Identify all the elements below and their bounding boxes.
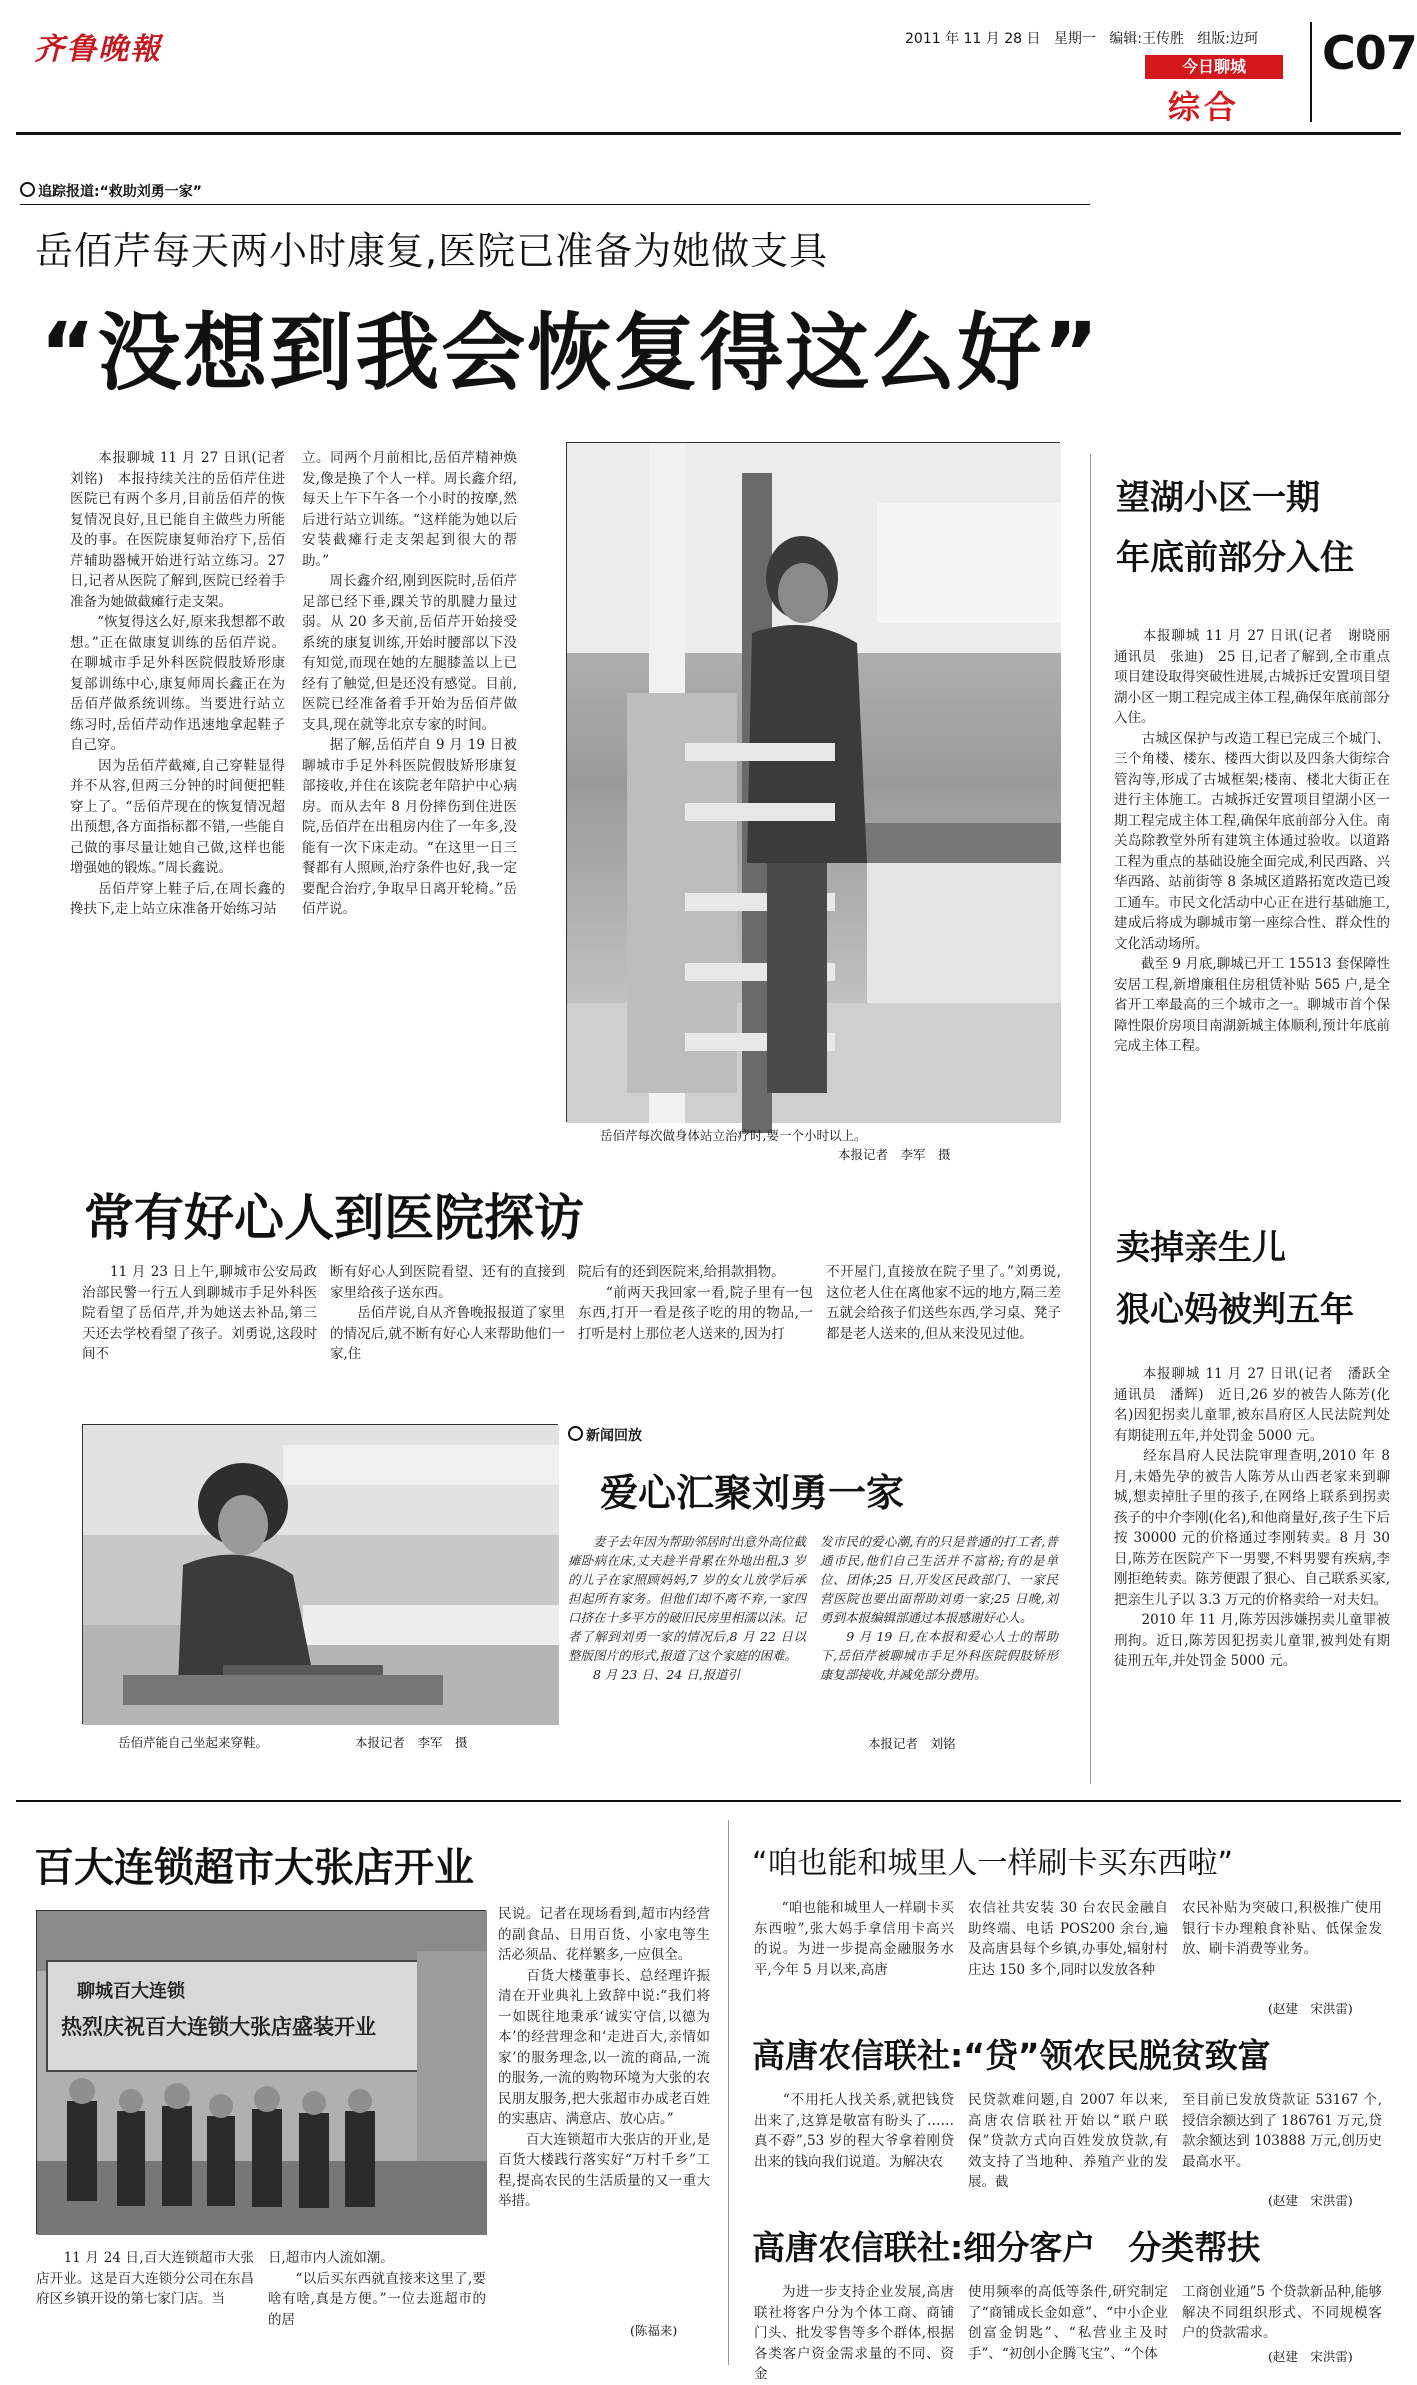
card-headline: “咱也能和城里人一样刷卡买东西啦” — [752, 1846, 1234, 1881]
segment-column-1: 为进一步支持企业发展,高唐联社将客户分为个体工商、商铺门头、批发零售等多个群体,根据各类客户资金需求量的不同、资金 — [754, 2284, 954, 2382]
lead-tag: 追踪报道:“救助刘勇一家” — [20, 182, 202, 201]
visit-photo — [82, 1424, 558, 1724]
segment-column-2: 使用频率的高低等条件,研究制定了“商铺成长金如意”、“中小企业创富金钥匙”、“私营业主及时手”、“初创小企腾飞宝”、“个体 — [968, 2284, 1168, 2362]
loan-column-2: 民贷款难问题,自 2007 年以来,高唐农信联社开始以“联户联保”贷款方式向百姓发放贷款,有效支持了当地种、养殖产业的发展。截 — [968, 2092, 1168, 2190]
visit-headline: 常有好心人到医院探访 — [84, 1189, 584, 1247]
editor-credit: 编辑:王传胜 — [1109, 31, 1184, 47]
store-banner-line1: 聊城百大连锁 — [77, 1981, 185, 2002]
masthead — [0, 0, 1417, 140]
issue-weekday: 星期一 — [1053, 31, 1096, 47]
review-column-1: 妻子去年因为帮助邻居时出意外高位截瘫卧病在床,丈夫趁半骨累在外地出租,3 岁的儿子在家照顾妈妈,7 岁的女儿放学后承担起所有家务。但他们却不离不弃,一家四口挤在十多平方的破旧民房里相濡以沫。记者了解到刘勇一家的情况后,8 月 22 日以整版图片的形式,报道了这个家庭的困难。 8 月 23 日、24 日,报道引 — [568, 1534, 806, 1682]
visit-column-1: 11 月 23 日上午,聊城市公安局政治部民警一行五人到聊城市手足外科医院看望了岳佰芹,并为她送去补品,第三天还去学校看望了孩子。刘勇说,这段时间不 — [82, 1264, 317, 1362]
design-credit: 组版:边珂 — [1197, 31, 1259, 47]
side2-headline-line2: 狠心妈被判五年 — [1116, 1290, 1354, 1330]
review-column-2: 发市民的爱心潮,有的只是普通的打工者,普通市民,他们自己生活并不富裕;有的是单位、团体;25 日,开发区民政部门、一家民营医院也要出面帮助刘勇一家;25 日晚,刘勇到本报编辑部通过本报感谢好心人。 9 月 19 日,在本报和爱心人士的帮助下,岳佰芹被聊城市手足外科医院假肢矫形康复部接收,并减免部分费用。 — [820, 1534, 1058, 1682]
category-label: 综合 — [1168, 88, 1241, 126]
side1-headline-line1: 望湖小区一期 — [1116, 478, 1320, 518]
card-column-1: “咱也能和城里人一样刷卡买东西啦”,张大妈手拿信用卡高兴的说。为进一步提高金融服务水平,今年 5 月以来,高唐 — [754, 1900, 954, 1978]
loan-headline: 高唐农信联社:“贷”领农民脱贫致富 — [752, 2036, 1271, 2075]
card-column-3: 农民补贴为突破口,积极推广使用银行卡办理粮食补贴、低保金发放、刷卡消费等业务。 — [1182, 1900, 1382, 1957]
lead-column-1: 本报聊城 11 月 27 日讯(记者 刘铭) 本报持续关注的岳佰芹住进医院已有两个多月,目前岳佰芹的恢复情况良好,且已能自主做些力所能及的事。在医院康复师治疗下,岳佰芹辅助器械开始进行站立练习。27 日,记者从医院了解到,医院已经着手准备为她做截瘫行走支架。 “恢复得这么好,原来我想都不敢想。”正在做康复训练的岳佰芹说。在聊城市手足外科医院假肢矫形康复部训练中心,康复师周长鑫正在为岳佰芹做系统训练。当要进行站立练习时,岳佰芹动作迅速地拿起鞋子自己穿。 因为岳佰芹截瘫,自己穿鞋显得并不从容,但两三分钟的时间便把鞋穿上了。“岳佰芹现在的恢复情况超出预想,各方面指标都不错,一些能自己做的事尽量让她自己做,这样也能增强她的锻炼。”周长鑫说。 岳佰芹穿上鞋子后,在周长鑫的搀扶下,走上站立床准备开始练习站 — [70, 450, 285, 917]
side1-body: 本报聊城 11 月 27 日讯(记者 谢晓丽 通讯员 张迪) 25 日,记者了解到,全市重点项目建设取得突破性进展,古城拆迁安置项目望湖小区一期工程完成主体工程,确保年底前部分入住。 古城区保护与改造工程已完成三个城门、三个角楼、楼东、楼西大街以及四条大街综合管沟等,形成了古城框架;楼南、楼北大街正在进行主体施工。古城拆迁安置项目望湖小区一期工程完成主体工程,确保年底前部分入住。南关岛除教堂外所有建筑主体通过验收。以道路工程为重点的基础设施全面完成,利民西路、兴华西路、站前街等 8 条城区道路拓宽改造已竣工通车。市民文化活动中心正在进行基础施工,建成后将成为聊城市第一座综合性、群众性的文化活动场所。 截至 9 月底,聊城已开工 15513 套保障性安居工程,新增廉租住房租赁补贴 565 户,是全省开工率最高的三个城市之一。聊城市首个保障性限价房项目南湖新城主体顺利,预计年底前完成主体工程。 — [1114, 628, 1390, 1054]
lead-photo-caption: 岳佰芹每次做身体站立治疗时,要一个小时以上。 — [600, 1128, 867, 1143]
lead-photo-credit: 本报记者 李军 摄 — [838, 1147, 951, 1162]
segment-headline: 高唐农信联社:细分客户 分类帮扶 — [752, 2228, 1261, 2267]
page-number: C07 — [1322, 26, 1417, 80]
store-column-3: 民说。记者在现场看到,超市内经营的副食品、日用百货、小家电等生活必须品、花样繁多,一应俱全。 百货大楼董事长、总经理许振清在开业典礼上致辞中说:“我们将一如既往地秉承‘诚实守信,以德为本’的经营理念和‘走进百大,亲情如家’的服务理念,以一流的商品,一流的服务,一流的购物环境为大张的农民朋友服务,把大张超市办成老百姓的实惠店、满意店、放心店。” 百大连锁超市大张店的开业,是百货大楼践行落实好“万村千乡”工程,提高农民的生活质量的又一重大举措。 — [498, 1906, 710, 2209]
lead-column-2: 立。同两个月前相比,岳佰芹精神焕发,像是换了个人一样。周长鑫介绍,每天上午下午各一个小时的按摩,然后进行站立训练。“这样能为她以后安装截瘫行走支架起到很大的帮助。” 周长鑫介绍,刚到医院时,岳佰芹足部已经下垂,踝关节的肌腱力量过弱。从 20 多天前,岳佰芹开始接受系统的康复训练,开始时腰部以下没有知觉,而现在她的左腿膝盖以上已经有了触觉,但是还没有感觉。目前,医院已经准备着手开始为岳佰芹做支具,现在就等北京专家的时间。 据了解,岳佰芹自 9 月 19 日被聊城市手足外科医院假肢矫形康复部接收,并住在该院老年陪护中心病房。而从去年 8 月份摔伤到住进医院,岳佰芹在出租房内住了一年多,没能有一次下床走动。“在这里一日三餐都有人照顾,治疗条件也好,我一定要配合治疗,争取早日离开轮椅。”岳佰芹说。 — [302, 450, 517, 917]
loan-column-1: “不用托人找关系,就把钱贷出来了,这算是敬富有盼头了……真不孬”,53 岁的程大爷拿着刚贷出来的钱向我们说道。为解决农 — [754, 2092, 954, 2170]
side1-headline-line2: 年底前部分入住 — [1116, 538, 1354, 578]
loan-column-3: 至目前已发放贷款证 53167 个,授信余额达到了 186761 万元,贷款余额达到 103888 万元,创历史最高水平。 — [1182, 2092, 1382, 2170]
lead-headline: “没想到我会恢复得这么好” — [40, 304, 1101, 402]
store-photo — [36, 1910, 486, 2234]
review-credit: 本报记者 刘铭 — [868, 1736, 956, 1751]
review-tag: 新闻回放 — [568, 1426, 642, 1445]
newspaper-logo: 齐鲁晚報 — [34, 32, 162, 67]
visit-column-2: 断有好心人到医院看望、还有的直接到家里给孩子送东西。 岳佰芹说,自从齐鲁晚报报道了家里的情况后,就不断有好心人来帮助他们一家,住 — [330, 1264, 565, 1362]
card-credit: (赵建 宋洪雷) — [1268, 2001, 1353, 2016]
side2-body: 本报聊城 11 月 27 日讯(记者 潘跃全 通讯员 潘辉) 近日,26 岁的被告人陈芳(化名)因犯拐卖儿童罪,被东昌府区人民法院判处有期徒刑五年,并处罚金 5000 元。 经东昌府人民法院审理查明,2010 年 8 月,未婚先孕的被告人陈芳从山西老家来到聊城,想卖掉肚子里的孩子,在网络上联系到拐卖孩子的中介李刚(化名),和他商量好,孩子生下后按 30000 元的价格通过李刚转卖。8 月 30 日,陈芳在医院产下一男婴,不料男婴有疾病,李刚拒绝转卖。陈芳便跟了狠心、自己联系买家,把亲生儿子以 3.3 万元的价格卖给一对夫妇。 2010 年 11 月,陈芳因涉嫌拐卖儿童罪被刑拘。近日,陈芳因犯拐卖儿童罪,被判处有期徒刑五年,并处罚金 5000 元。 — [1114, 1366, 1390, 1669]
issue-date: 2011 年 11 月 28 日 — [905, 31, 1041, 47]
visit-photo-caption: 岳佰芹能自己坐起来穿鞋。 — [118, 1735, 269, 1750]
section-badge: 今日聊城 — [1145, 55, 1283, 79]
segment-credit: (赵建 宋洪雷) — [1268, 2349, 1353, 2364]
visit-column-4: 不开屋门,直接放在院子里了。”刘勇说,这位老人住在离他家不远的地方,隔三差五就会给孩子们送些东西,学习桌、凳子都是老人送来的,但从来没见过他。 — [826, 1264, 1061, 1342]
store-credit: (陈福来) — [630, 2323, 678, 2338]
store-banner-line2: 热烈庆祝百大连锁大张店盛装开业 — [61, 2015, 376, 2039]
review-headline: 爱心汇聚刘勇一家 — [600, 1471, 905, 1515]
visit-column-3: 院后有的还到医院来,给捐款捐物。 “前两天我回家一看,院子里有一包东西,打开一看是孩子吃的用的物品,一打听是村上那位老人送来的,因为打 — [578, 1264, 813, 1342]
visit-photo-credit: 本报记者 李军 摄 — [355, 1735, 468, 1750]
loan-credit: (赵建 宋洪雷) — [1268, 2193, 1353, 2208]
store-headline: 百大连锁超市大张店开业 — [34, 1845, 474, 1891]
segment-column-3: 工商创业通”5 个贷款新品种,能够解决不同组织形式、不同规模客户的贷款需求。 — [1182, 2284, 1382, 2341]
side2-headline-line1: 卖掉亲生儿 — [1116, 1228, 1286, 1268]
lead-subtitle: 岳佰芹每天两小时康复,医院已准备为她做支具 — [35, 229, 829, 273]
store-column-1: 11 月 24 日,百大连锁超市大张店开业。这是百大连锁分公司在东昌府区乡镇开设的第七家门店。当 — [36, 2250, 254, 2307]
store-column-2: 日,超市内人流如潮。 “以后买东西就直接来这里了,要啥有啥,真是方便。”一位去逛超市的的居 — [268, 2250, 486, 2328]
lead-photo — [566, 442, 1060, 1122]
card-column-2: 农信社共安装 30 台农民金融自助终端、电话 POS200 余台,遍及高唐县每个乡镇,办事处,辐射村庄达 150 多个,同时以发放各种 — [968, 1900, 1168, 1978]
